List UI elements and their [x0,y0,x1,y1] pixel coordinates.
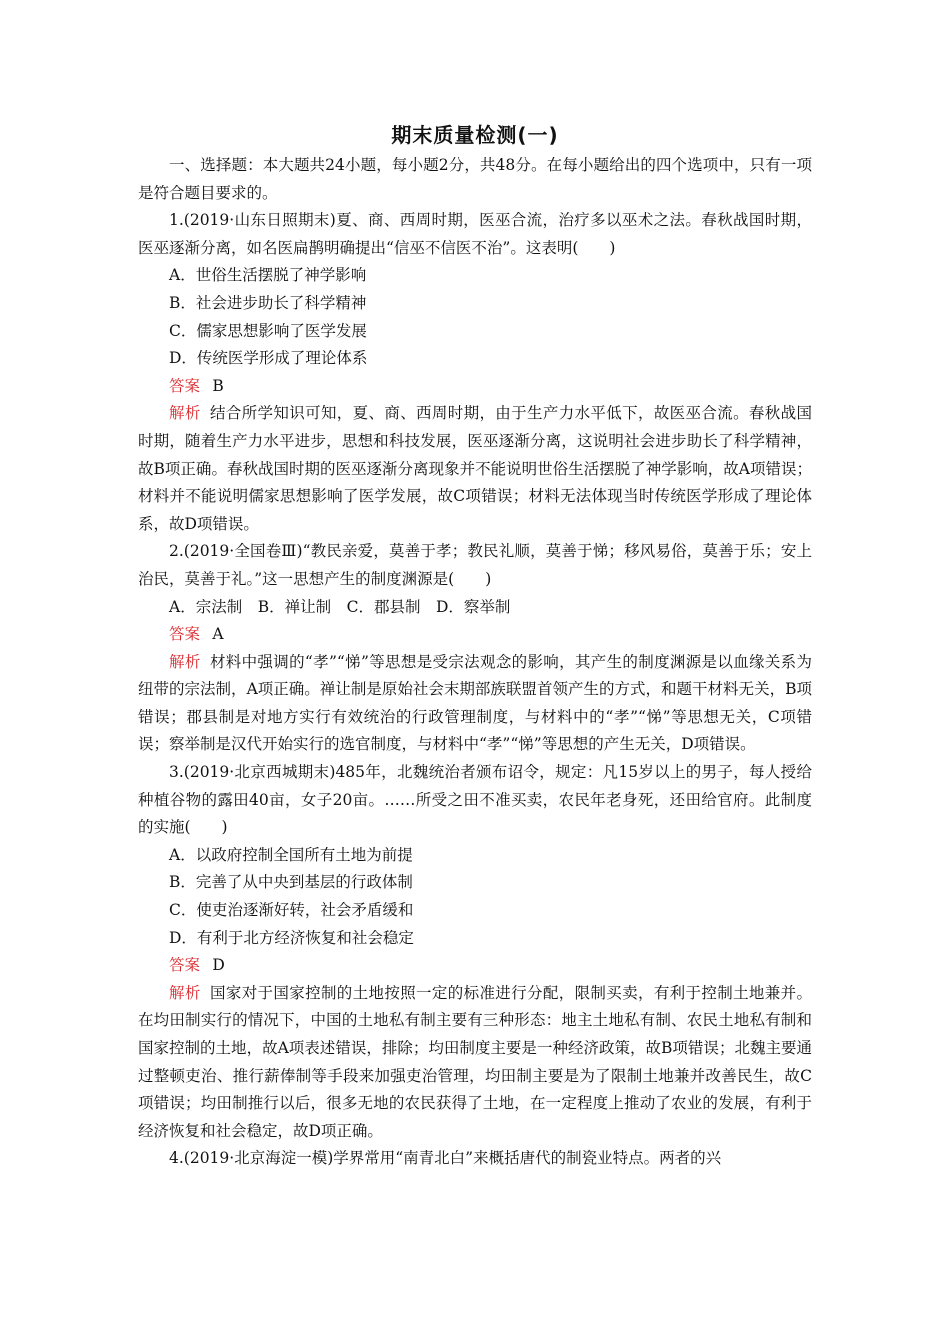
explanation-text: 结合所学知识可知，夏、商、西周时期，由于生产力水平低下，故医巫合流。春秋战国时期，随着生产力水平进步，思想和科技发展，医巫逐渐分离，这说明社会进步助长了科学精神，故B项正确。春秋战国时期的医巫逐渐分离现象并不能说明世俗生活摆脱了神学影响，故A项错误；材料并不能说明儒家思想影响了医学发展，故C项错误；材料无法体现当时传统医学形成了理论体系，故D项错误。 [138,404,812,533]
explain-label: 解析 [169,652,201,671]
question-3-stem: 3.(2019·北京西城期末)485年，北魏统治者颁布诏令，规定：凡15岁以上的男子，每人授给种植谷物的露田40亩，女子20亩。……所受之田不准买卖，农民年老身死，还田给官府。此制度的实施( ) [138,763,812,837]
question-3-option-d: D．有利于北方经济恢复和社会稳定 [169,928,414,947]
question-1-option-a: A．世俗生活摆脱了神学影响 [169,266,367,285]
question-1-option-b: B．社会进步助长了科学精神 [169,293,367,312]
section-intro: 一、选择题：本大题共24小题，每小题2分，共48分。在每小题给出的四个选项中，只有一项是符合题目要求的。 [138,156,812,202]
explain-label: 解析 [169,983,201,1002]
explanation-text: 国家对于国家控制的土地按照一定的标准进行分配，限制买卖，有利于控制土地兼并。在均田制实行的情况下，中国的土地私有制主要有三种形态：地主土地私有制、农民土地私有制和国家控制的土地，故A项表述错误，排除；均田制度主要是一种经济政策，故B项错误；北魏主要通过整顿吏治、推行薪俸制等手段来加强吏治管理，均田制主要是为了限制土地兼并改善民生，故C项错误；均田制推行以后，很多无地的农民获得了土地，在一定程度上推动了农业的发展，有利于经济恢复和社会稳定，故D项正确。 [138,983,812,1140]
question-1-stem: 1.(2019·山东日照期末)夏、商、西周时期，医巫合流，治疗多以巫术之法。春秋战国时期，医巫逐渐分离，如名医扁鹊明确提出“信巫不信医不治”。这表明( ) [138,211,812,257]
answer-value: D [212,956,225,975]
question-3-answer [138,952,812,980]
answer-label: 答案 [169,376,201,395]
question-3-option-a: A．以政府控制全国所有土地为前提 [169,845,413,864]
question-3-option-c: C．使吏治逐渐好转，社会矛盾缓和 [169,901,414,920]
question-2-stem: 2.(2019·全国卷Ⅲ)“教民亲爱，莫善于孝；教民礼顺，莫善于悌；移风易俗，莫善于乐；安上治民，莫善于礼。”这一思想产生的制度渊源是( ) [138,542,812,588]
answer-value: B [212,376,224,395]
question-1-option-c: C．儒家思想影响了医学发展 [169,321,367,340]
answer-label: 答案 [169,625,201,644]
explain-label: 解析 [169,404,201,423]
question-2-explanation [138,649,812,759]
explanation-text: 材料中强调的“孝”“悌”等思想是受宗法观念的影响，其产生的制度渊源是以血缘关系为纽带的宗法制，A项正确。禅让制是原始社会末期部族联盟首领产生的方式，和题干材料无关，B项错误；郡县制是对地方实行有效统治的行政管理制度，与材料中的“孝”“悌”等思想无关，C项错误；察举制是汉代开始实行的选官制度，与材料中“孝”“悌”等思想的产生无关，D项错误。 [138,652,812,754]
answer-label: 答案 [169,956,201,975]
answer-value: A [212,625,224,644]
question-2-answer [138,621,812,649]
question-3-explanation [138,980,812,1146]
question-1-answer [138,373,812,401]
question-3-option-b: B．完善了从中央到基层的行政体制 [169,873,413,892]
page-title: 期末质量检测(一) [391,123,559,147]
question-4-stem: 4.(2019·北京海淀一模)学界常用“南青北白”来概括唐代的制瓷业特点。两者的兴 [169,1149,722,1168]
document-page [138,120,812,1173]
question-2-options: A．宗法制 B．禅让制 C．郡县制 D．察举制 [169,597,511,616]
question-1-explanation [138,400,812,538]
question-1-option-d: D．传统医学形成了理论体系 [169,349,368,368]
